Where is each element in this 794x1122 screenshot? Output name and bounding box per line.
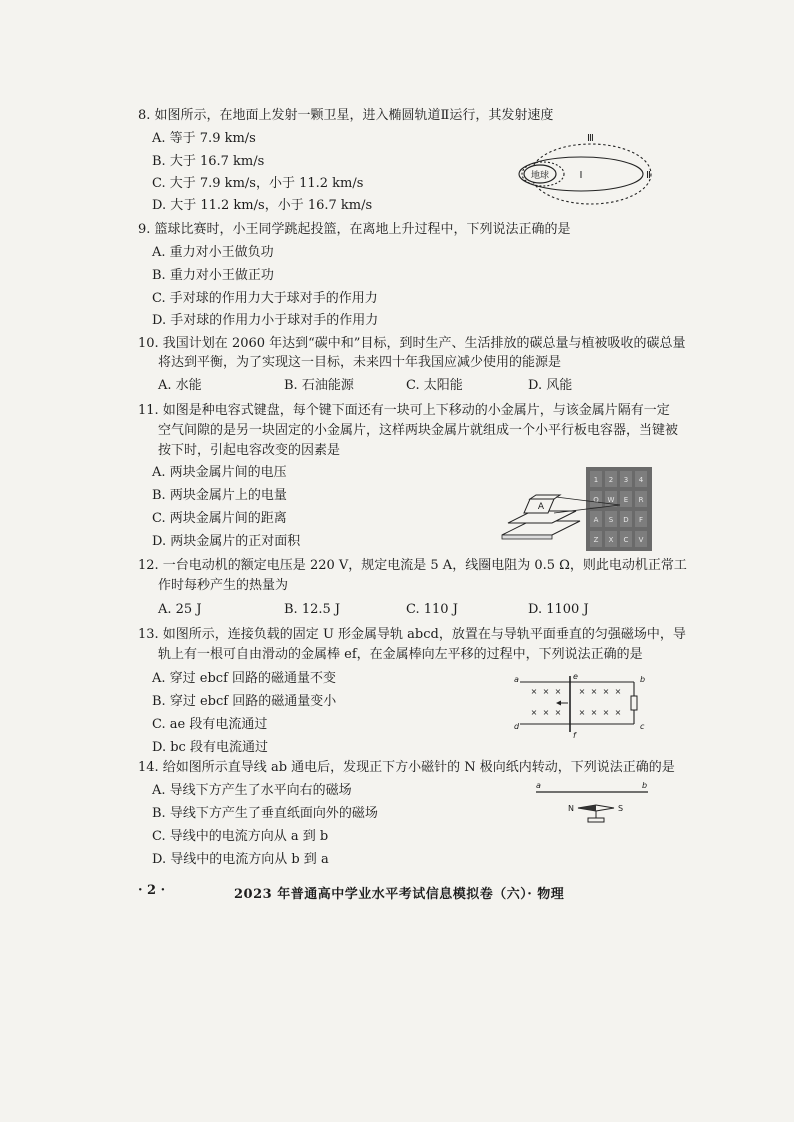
question-9-option-a: A. 重力对小王做负功 xyxy=(152,245,274,260)
question-14-stem: 14. 给如图所示直导线 ab 通电后，发现正下方小磁针的 N 极向纸内转动，下列说法正确的是 xyxy=(138,760,675,775)
question-13-option-b: B. 穿过 ebcf 回路的磁通量变小 xyxy=(152,694,337,709)
wire-label-a: a xyxy=(536,781,541,790)
question-12-option-a: A. 25 J xyxy=(158,602,202,617)
key-cap-label: A xyxy=(537,502,545,512)
question-13-option-a: A. 穿过 ebcf 回路的磁通量不变 xyxy=(152,671,337,686)
question-14-option-b: B. 导线下方产生了垂直纸面向外的磁场 xyxy=(152,806,378,821)
key-label: 4 xyxy=(638,476,644,484)
label-d: d xyxy=(514,722,520,731)
label-b: b xyxy=(640,675,646,684)
question-13-stem-line-2: 轨上有一根可自由滑动的金属棒 ef，在金属棒向左平移的过程中，下列说法正确的是 xyxy=(158,647,643,662)
question-11-option-a: A. 两块金属片间的电压 xyxy=(152,465,287,480)
key-label: 3 xyxy=(623,476,629,484)
key-label: F xyxy=(638,516,644,524)
earth-label: 地球 xyxy=(530,171,550,181)
question-11-option-d: D. 两块金属片的正对面积 xyxy=(152,534,301,549)
question-10-stem-line-1: 10. 我国计划在 2060 年达到“碳中和”目标，到时生产、生活排放的碳总量与植被吸收的碳总量 xyxy=(138,336,686,351)
key-label: Q xyxy=(593,496,599,504)
svg-text:×: × xyxy=(578,687,586,696)
question-11-stem-line-3: 按下时，引起电容改变的因素是 xyxy=(158,443,341,458)
key-label: 2 xyxy=(608,476,614,484)
svg-text:×: × xyxy=(530,687,538,696)
label-e: e xyxy=(573,672,578,681)
key-label: V xyxy=(638,536,644,544)
question-8-stem: 8. 如图所示，在地面上发射一颗卫星，进入椭圆轨道Ⅱ运行，其发射速度 xyxy=(138,108,554,123)
orbit-i-label: Ⅰ xyxy=(579,170,583,181)
key-label: A xyxy=(593,516,599,524)
question-9-option-b: B. 重力对小王做正功 xyxy=(152,268,274,283)
orbit-iii-label: Ⅲ xyxy=(587,133,594,144)
key-label: D xyxy=(623,516,629,524)
key-label: R xyxy=(638,496,644,504)
question-10-option-d: D. 风能 xyxy=(528,378,573,393)
key-label: C xyxy=(623,536,629,544)
question-8-option-d: D. 大于 11.2 km/s，小于 16.7 km/s xyxy=(152,198,373,213)
magnetic-field-crosses xyxy=(531,687,622,717)
orbit-figure xyxy=(515,128,660,206)
needle-stand xyxy=(588,818,604,822)
key-label: E xyxy=(623,496,629,504)
question-13-option-d: D. bc 段有电流通过 xyxy=(152,740,268,755)
key-label: 1 xyxy=(593,476,599,484)
question-14-option-c: C. 导线中的电流方向从 a 到 b xyxy=(152,829,329,844)
key-label: X xyxy=(608,536,614,544)
page-number: · 2 · xyxy=(138,883,166,898)
question-11-stem-line-1: 11. 如图是种电容式键盘，每个键下面还有一块可上下移动的小金属片，与该金属片隔有一定 xyxy=(138,403,670,418)
svg-text:×: × xyxy=(530,708,538,717)
svg-text:×: × xyxy=(614,708,622,717)
label-c: c xyxy=(640,722,645,731)
wire-compass-figure xyxy=(530,780,658,830)
svg-text:×: × xyxy=(554,687,562,696)
question-12-option-c: C. 110 J xyxy=(406,602,458,617)
question-11-option-b: B. 两块金属片上的电量 xyxy=(152,488,287,503)
question-12-option-b: B. 12.5 J xyxy=(284,602,341,617)
svg-text:×: × xyxy=(602,708,610,717)
load-resistor xyxy=(631,696,637,710)
question-10-option-a: A. 水能 xyxy=(158,378,202,393)
key-label: Z xyxy=(593,536,599,544)
label-a: a xyxy=(514,675,519,684)
question-10-option-c: C. 太阳能 xyxy=(406,378,463,393)
question-12-stem-line-2: 作时每秒产生的热量为 xyxy=(158,578,289,593)
question-10-stem-line-2: 将达到平衡，为了实现这一目标，未来四十年我国应减少使用的能源是 xyxy=(158,355,562,370)
question-8-option-a: A. 等于 7.9 km/s xyxy=(152,131,256,146)
question-14-option-d: D. 导线中的电流方向从 b 到 a xyxy=(152,852,329,867)
wire-label-b: b xyxy=(642,781,648,790)
key-label: W xyxy=(607,496,615,504)
svg-text:×: × xyxy=(554,708,562,717)
svg-text:×: × xyxy=(614,687,622,696)
label-f: f xyxy=(573,731,576,740)
question-8-option-b: B. 大于 16.7 km/s xyxy=(152,154,265,169)
key-label: S xyxy=(608,516,614,524)
question-11-stem-line-2: 空气间隙的是另一块固定的小金属片，这样两块金属片就组成一个小平行板电容器，当键被 xyxy=(158,423,679,438)
question-8-option-c: C. 大于 7.9 km/s，小于 11.2 km/s xyxy=(152,176,364,191)
svg-text:×: × xyxy=(590,687,598,696)
needle-label-s: S xyxy=(618,804,624,813)
question-9-stem: 9. 篮球比赛时，小王同学跳起投篮，在离地上升过程中，下列说法正确的是 xyxy=(138,222,571,237)
svg-text:×: × xyxy=(590,708,598,717)
svg-text:×: × xyxy=(542,687,550,696)
question-14-option-a: A. 导线下方产生了水平向右的磁场 xyxy=(152,783,352,798)
question-12-option-d: D. 1100 J xyxy=(528,602,589,617)
exam-title: 2023 年普通高中学业水平考试信息模拟卷（六）· 物理 xyxy=(234,887,565,902)
question-11-option-c: C. 两块金属片间的距离 xyxy=(152,511,287,526)
question-13-stem-line-1: 13. 如图所示，连接负载的固定 U 形金属导轨 abcd，放置在与导轨平面垂直的匀强磁场中，导 xyxy=(138,627,686,642)
question-9-option-d: D. 手对球的作用力小于球对手的作用力 xyxy=(152,313,379,328)
u-rail-figure xyxy=(510,672,658,740)
needle-label-n: N xyxy=(568,804,574,813)
svg-text:×: × xyxy=(578,708,586,717)
question-12-stem-line-1: 12. 一台电动机的额定电压是 220 V，规定电流是 5 A，线圈电阻为 0.5 Ω，则此电动机正常工 xyxy=(138,558,687,573)
keyboard-capacitor-figure xyxy=(498,465,658,553)
svg-text:×: × xyxy=(602,687,610,696)
question-10-option-b: B. 石油能源 xyxy=(284,378,354,393)
question-9-option-c: C. 手对球的作用力大于球对手的作用力 xyxy=(152,291,378,306)
svg-text:×: × xyxy=(542,708,550,717)
orbit-ii-label: Ⅱ xyxy=(646,170,651,181)
question-13-option-c: C. ae 段有电流通过 xyxy=(152,717,268,732)
